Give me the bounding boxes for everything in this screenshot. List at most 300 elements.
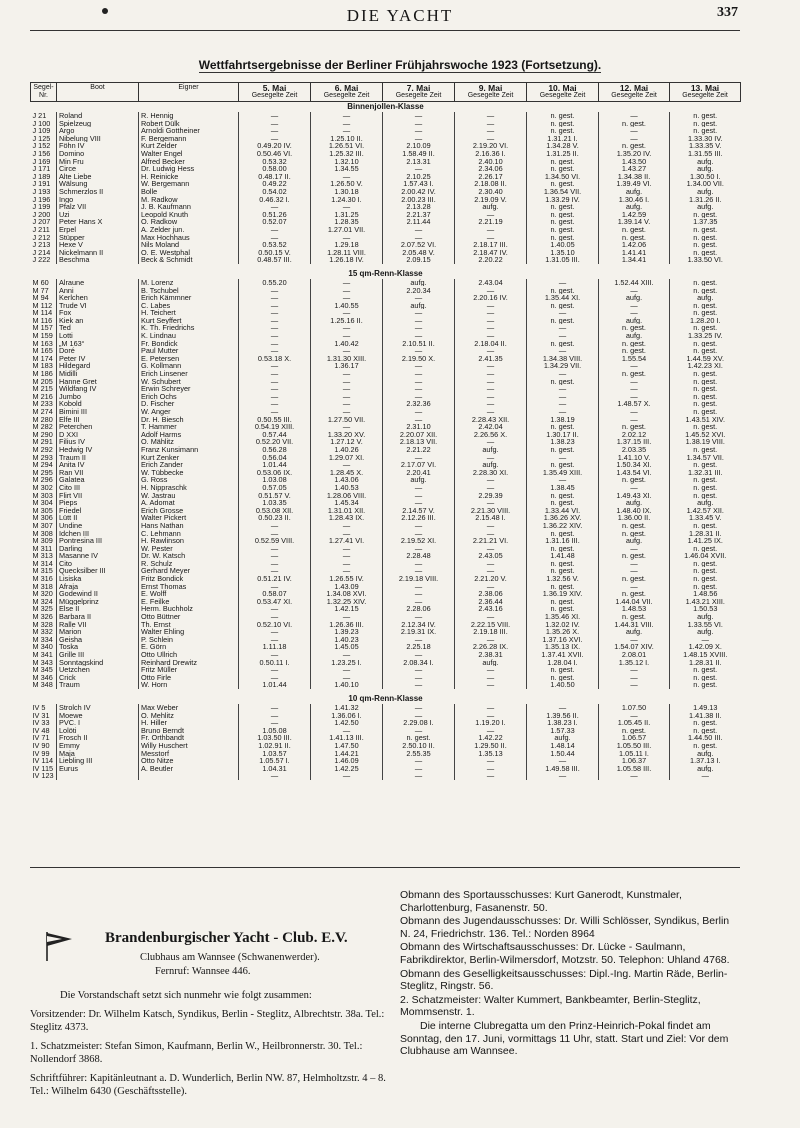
race-time: — [455, 135, 527, 143]
race-time: 1.45.52 XVI. [670, 431, 741, 439]
boat-name: Wildfang IV [57, 385, 139, 393]
race-time: — [311, 772, 383, 780]
race-time: — [599, 112, 670, 120]
race-time: 1.42.15 [311, 605, 383, 613]
race-time: 1.42.23 XI. [670, 362, 741, 370]
race-time: — [599, 636, 670, 644]
race-time: 1.03.57 [239, 750, 311, 758]
table-row [31, 750, 741, 758]
race-time: 2.15.48 I. [455, 514, 527, 522]
table-row [31, 211, 741, 219]
race-time: 1.48.15 XVIII. [670, 651, 741, 659]
race-time: 1.25.32 III. [311, 150, 383, 158]
race-time: — [239, 309, 311, 317]
owner-name: K. Th. Friedrichs [139, 324, 239, 332]
boat-name: Schmerzlos II [57, 188, 139, 196]
race-time: — [311, 127, 383, 135]
race-time: aufg. [670, 203, 741, 211]
race-time: — [239, 552, 311, 560]
race-time: — [311, 385, 383, 393]
boat-name: Nickelmann II [57, 249, 139, 257]
owner-name: H. Hiller [139, 719, 239, 727]
race-time: 1.57.43 I. [383, 180, 455, 188]
sail-number: M 116 [32, 316, 53, 325]
race-time: — [455, 378, 527, 386]
race-time: aufg. [599, 499, 670, 507]
race-time: 1.43.09 [311, 583, 383, 591]
race-time: n. gest. [670, 461, 741, 469]
race-time: n. gest. [527, 378, 599, 386]
race-time: 2.12.34 IV. [383, 621, 455, 629]
table-row [31, 332, 741, 340]
owner-name: Beck & Schmidt [139, 256, 239, 264]
race-time: 1.30.17 II. [527, 431, 599, 439]
race-time: — [239, 545, 311, 553]
race-time: — [311, 567, 383, 575]
boat-name: „M 163“ [57, 340, 139, 348]
sail-number: J 125 [32, 134, 51, 143]
owner-name: Fr. Orthbandt [139, 734, 239, 742]
race-time: — [239, 628, 311, 636]
race-time: — [599, 560, 670, 568]
race-time: 1.37.13 I. [670, 757, 741, 765]
table-row [31, 120, 741, 128]
owner-name: Otto Ullrich [139, 651, 239, 659]
owner-name: Robert Dülk [139, 120, 239, 128]
table-row [31, 552, 741, 560]
owner-name: Adolf Harms [139, 431, 239, 439]
race-time: 2.14.57 V. [383, 507, 455, 515]
boat-name: Nibelung VIII [57, 135, 139, 143]
race-time: — [455, 324, 527, 332]
owner-name: R. Hennig [139, 112, 239, 120]
race-time: — [383, 165, 455, 173]
sail-number: J 169 [32, 157, 51, 166]
race-time: n. gest. [670, 583, 741, 591]
race-time: 0.51.26 [239, 211, 311, 219]
owner-name: Erich Linsener [139, 370, 239, 378]
race-time: aufg. [383, 476, 455, 484]
race-time: — [239, 605, 311, 613]
col-boot: Boot [57, 83, 139, 102]
race-time: — [527, 400, 599, 408]
race-time: 1.31.01 XII. [311, 507, 383, 515]
table-row [31, 150, 741, 158]
race-time: 1.29.18 [311, 241, 383, 249]
table-row [31, 719, 741, 727]
owner-name: Ernst Thomas [139, 583, 239, 591]
class-heading-row [31, 269, 741, 279]
table-row [31, 499, 741, 507]
table-row [31, 575, 741, 583]
race-time: — [599, 666, 670, 674]
race-time: 2.11.44 [383, 218, 455, 226]
col-day: 10. Mai Gesegelte Zeit [527, 83, 599, 102]
owner-name: Erich Grosse [139, 507, 239, 515]
race-time: 1.32.25 XIV. [311, 598, 383, 606]
race-time: 1.31.26 II. [670, 196, 741, 204]
boat-name: Hanne Gret [57, 378, 139, 386]
owner-name: Reinhard Drewitz [139, 659, 239, 667]
race-time: n. gest. [599, 370, 670, 378]
race-time: 1.34.38 VIII. [527, 355, 599, 363]
sail-number: M 216 [32, 392, 53, 401]
race-time: — [527, 476, 599, 484]
race-time: 0.53.47 XI. [239, 598, 311, 606]
race-time: 1.52.44 XIII. [599, 279, 670, 287]
boat-name: Strolch IV [57, 704, 139, 712]
race-time: — [455, 385, 527, 393]
race-time: — [599, 674, 670, 682]
race-time: n. gest. [670, 370, 741, 378]
boat-name: Barbara II [57, 613, 139, 621]
boat-name: Kobold [57, 400, 139, 408]
race-time: n. gest. [527, 340, 599, 348]
owner-name: A. Zelder jun. [139, 226, 239, 234]
race-time: — [383, 666, 455, 674]
table-row [31, 158, 741, 166]
race-time: 1.28.06 VIII. [311, 492, 383, 500]
race-time: 1.27.01 VII. [311, 226, 383, 234]
race-time: — [599, 484, 670, 492]
sail-number: M 348 [32, 681, 53, 689]
race-time: 1.40.55 [311, 302, 383, 310]
sail-number: M 306 [32, 514, 53, 522]
table-row [31, 643, 741, 651]
race-time: — [455, 408, 527, 416]
table-row [31, 218, 741, 226]
race-time: 0.52.07 [239, 218, 311, 226]
race-time: — [599, 385, 670, 393]
boat-name: Elfe III [57, 416, 139, 424]
owner-name: Otto Nitze [139, 757, 239, 765]
col-day: 5. Mai Gesegelte Zeit [239, 83, 311, 102]
race-time: 1.23.25 I. [311, 659, 383, 667]
owner-name: Bolle [139, 188, 239, 196]
race-time: 1.42.06 [599, 241, 670, 249]
table-row [31, 772, 741, 780]
table-row [31, 636, 741, 644]
table-row [31, 302, 741, 310]
race-time: 1.43.54 VI. [599, 469, 670, 477]
sail-number: IV 115 [32, 764, 54, 773]
race-time: n. gest. [527, 317, 599, 325]
race-time: 1.41.10 V. [599, 454, 670, 462]
race-time: 1.36.54 VII. [527, 188, 599, 196]
race-time: 1.36.26 XV. [527, 514, 599, 522]
table-row [31, 438, 741, 446]
race-time: n. gest. [527, 234, 599, 242]
race-time: n. gest. [670, 211, 741, 219]
race-time: — [239, 112, 311, 120]
sail-number: M 186 [32, 370, 53, 378]
race-time: 1.34.41 [599, 256, 670, 264]
table-row [31, 378, 741, 386]
regatta-notice: Die interne Clubregatta um den Prinz-Heinrich-Pokal findet am Sonntag, den 17. Juni, vormittags 11 Uhr, statt. Start und Ziel: Vor dem Clubhause am Wannsee. [400, 1019, 729, 1058]
sail-number: M 205 [32, 377, 53, 386]
race-time: n. gest. [383, 734, 455, 742]
race-time: aufg. [599, 537, 670, 545]
sail-number: M 332 [32, 628, 53, 636]
race-time: 0.49.22 [239, 180, 311, 188]
race-time: 1.38.19 VIII. [670, 438, 741, 446]
race-time: — [599, 545, 670, 553]
owner-name: O. E. Westphal [139, 249, 239, 257]
table-row [31, 461, 741, 469]
race-time: — [311, 309, 383, 317]
race-time: n. gest. [670, 127, 741, 135]
sail-number: IV 90 [32, 741, 50, 750]
race-time: aufg. [527, 734, 599, 742]
owner-name: Gerhard Meyer [139, 567, 239, 575]
race-time: 1.25.10 II. [311, 135, 383, 143]
race-time: 2.19.18 III. [455, 628, 527, 636]
race-time: 2.38.31 [455, 651, 527, 659]
race-time: 1.29.07 XI. [311, 454, 383, 462]
owner-name: Fritz Müller [139, 666, 239, 674]
race-time: 1.31.55 III. [670, 150, 741, 158]
race-time: 1.36.17 [311, 362, 383, 370]
race-time: 2.29.08 I. [383, 719, 455, 727]
race-time: n. gest. [527, 461, 599, 469]
race-time: n. gest. [670, 393, 741, 401]
sail-number: M 163 [32, 339, 53, 348]
race-time: — [383, 226, 455, 234]
officer-entry: Obmann des Sportausschusses: Kurt Ganerodt, Kunstmaler, Charlottenburg, Fasanenstr. 50. [400, 889, 682, 914]
race-time: 2.10.09 [383, 142, 455, 150]
race-time: — [383, 393, 455, 401]
sail-number: M 77 [32, 286, 49, 295]
owner-name: D. Fischer [139, 400, 239, 408]
race-time: 1.33.25 IV. [670, 332, 741, 340]
club-officers-right [400, 889, 742, 1059]
race-time: 1.05.45 II. [599, 719, 670, 727]
race-time: n. gest. [670, 476, 741, 484]
sail-number: J 152 [32, 142, 51, 150]
boat-name: Hedwig IV [57, 446, 139, 454]
boat-name: Circe [57, 165, 139, 173]
table-row [31, 385, 741, 393]
race-time: 0.51.57 V. [239, 492, 311, 500]
sail-number: M 307 [32, 521, 53, 530]
boat-name: Peter IV [57, 355, 139, 363]
race-time: n. gest. [527, 605, 599, 613]
table-row [31, 674, 741, 682]
race-time: 1.35.46 XI. [527, 613, 599, 621]
race-time: n. gest. [599, 613, 670, 621]
race-time: — [311, 613, 383, 621]
race-time: n. gest. [527, 180, 599, 188]
sail-number: M 292 [32, 445, 53, 454]
race-time: n. gest. [670, 279, 741, 287]
race-time: 2.43.04 [455, 279, 527, 287]
race-time: 2.28.06 [383, 605, 455, 613]
race-time: — [383, 567, 455, 575]
race-time: — [383, 332, 455, 340]
owner-name: O. Mählitz [139, 438, 239, 446]
race-time: aufg. [670, 158, 741, 166]
race-time: 1.42.59 [599, 211, 670, 219]
boat-name: Fox [57, 309, 139, 317]
race-time: 1.32.31 III. [670, 469, 741, 477]
race-time: — [455, 226, 527, 234]
race-time: 1.28.20 I. [670, 317, 741, 325]
race-time: n. gest. [527, 674, 599, 682]
race-time: 2.26.56 X. [455, 431, 527, 439]
race-time: 1.31.25 II. [527, 150, 599, 158]
race-time: 2.18.47 IV. [455, 249, 527, 257]
class-heading-row [31, 102, 741, 113]
race-time: 1.26.50 V. [311, 180, 383, 188]
race-time: 1.41.41 [599, 249, 670, 257]
race-time: — [239, 302, 311, 310]
race-time: 2.26.17 [455, 173, 527, 181]
race-time: 1.32.02 IV. [527, 621, 599, 629]
race-time: n. gest. [527, 529, 599, 537]
race-time: 0.50.23 II. [239, 514, 311, 522]
race-time: 1.33.35 V. [670, 142, 741, 150]
race-time: n. gest. [527, 583, 599, 591]
race-time: — [383, 590, 455, 598]
sail-number: M 94 [32, 294, 49, 302]
race-time: 1.33.55 VI. [670, 621, 741, 629]
boat-name: Peterchen [57, 423, 139, 431]
table-row [31, 514, 741, 522]
sail-number: J 200 [32, 210, 51, 219]
race-time: — [599, 583, 670, 591]
race-time: aufg. [455, 446, 527, 454]
sail-number: J 207 [32, 218, 51, 226]
race-time: — [311, 203, 383, 211]
race-time: 1.05.50 III. [599, 742, 670, 750]
sail-number: M 340 [32, 643, 53, 651]
col-eigner: Eigner [139, 83, 239, 102]
race-time: 2.00.23 III. [383, 196, 455, 204]
race-time: — [527, 393, 599, 401]
race-time: aufg. [599, 188, 670, 196]
race-time: 1.50.53 [670, 605, 741, 613]
race-time: n. gest. [527, 666, 599, 674]
race-time: 2.20.34 [383, 286, 455, 294]
sail-number: J 100 [32, 119, 51, 128]
race-time: — [311, 347, 383, 355]
race-time: 1.43.27 [599, 165, 670, 173]
race-time: 2.28.48 [383, 552, 455, 560]
race-time: 2.20.16 IV. [455, 294, 527, 302]
race-time: — [311, 120, 383, 128]
race-time: — [239, 324, 311, 332]
table-row [31, 355, 741, 363]
race-time: n. gest. [670, 241, 741, 249]
page-header [0, 2, 800, 28]
race-time: 1.31.30 XIII. [311, 355, 383, 363]
sail-number: M 311 [32, 544, 53, 553]
race-time: — [455, 234, 527, 242]
race-time: 1.42.22 [455, 734, 527, 742]
race-time: — [383, 385, 455, 393]
race-time: 1.48.56 [670, 590, 741, 598]
sail-number: M 157 [32, 324, 53, 333]
table-row [31, 408, 741, 416]
race-time: — [455, 393, 527, 401]
race-time: — [383, 598, 455, 606]
race-time: n. gest. [670, 545, 741, 553]
race-time: n. gest. [670, 400, 741, 408]
owner-name: G. Kollmann [139, 362, 239, 370]
race-time: 1.38.45 [527, 484, 599, 492]
race-time: n. gest. [670, 378, 741, 386]
race-time: — [239, 378, 311, 386]
sail-number: M 326 [32, 613, 53, 621]
table-row [31, 712, 741, 720]
table-row [31, 423, 741, 431]
race-time: — [527, 385, 599, 393]
race-time: — [527, 332, 599, 340]
race-time: 1.43.50 [599, 158, 670, 166]
race-time: 2.19.18 VIII. [383, 575, 455, 583]
owner-name: E. Wolff [139, 590, 239, 598]
boat-name: Hexe V [57, 241, 139, 249]
race-time: 1.32.56 V. [527, 575, 599, 583]
race-time: — [311, 112, 383, 120]
race-time: 1.33.50 VI. [670, 256, 741, 264]
table-row [31, 362, 741, 370]
sail-number: M 328 [32, 620, 53, 629]
race-time: n. gest. [670, 719, 741, 727]
owner-name: O. Mehlitz [139, 712, 239, 720]
race-time: — [239, 719, 311, 727]
race-time: 0.46.32 I. [239, 196, 311, 204]
sail-number: M 305 [32, 506, 53, 515]
owner-name: W. Horn [139, 681, 239, 689]
table-row [31, 180, 741, 188]
race-time: — [383, 112, 455, 120]
class-heading: Binnenjollen-Klasse [347, 102, 424, 112]
owner-name: B. Tschubel [139, 286, 239, 294]
sail-number: J 156 [32, 149, 51, 158]
race-time: — [311, 522, 383, 530]
race-time: 1.41.48 [527, 552, 599, 560]
table-row [31, 651, 741, 659]
race-time: — [239, 226, 311, 234]
race-time: aufg. [670, 294, 741, 302]
table-row [31, 529, 741, 537]
race-time: 2.21.30 VIII. [455, 507, 527, 515]
boat-name: Müggelprinz [57, 598, 139, 606]
table-row [31, 681, 741, 689]
boat-name: Argo [57, 127, 139, 135]
race-time: aufg. [670, 613, 741, 621]
race-time: 1.28.31 II. [670, 659, 741, 667]
race-time: — [383, 370, 455, 378]
race-time: 1.06.57 [599, 734, 670, 742]
owner-name: A. Beutler [139, 765, 239, 773]
race-time: 1.44.21 [311, 750, 383, 758]
table-row [31, 727, 741, 735]
race-time: — [383, 127, 455, 135]
race-time: 1.39.56 II. [527, 712, 599, 720]
sail-number: M 308 [32, 529, 53, 538]
table-row [31, 590, 741, 598]
boat-name: Ralle VII [57, 621, 139, 629]
race-time: 1.40.50 [527, 681, 599, 689]
race-time: 0.48.17 II. [239, 173, 311, 181]
owner-name: Alfred Becker [139, 158, 239, 166]
boat-name: Lotti [57, 332, 139, 340]
race-time: 2.26.28 IX. [455, 643, 527, 651]
table-row [31, 370, 741, 378]
table-row [31, 742, 741, 750]
